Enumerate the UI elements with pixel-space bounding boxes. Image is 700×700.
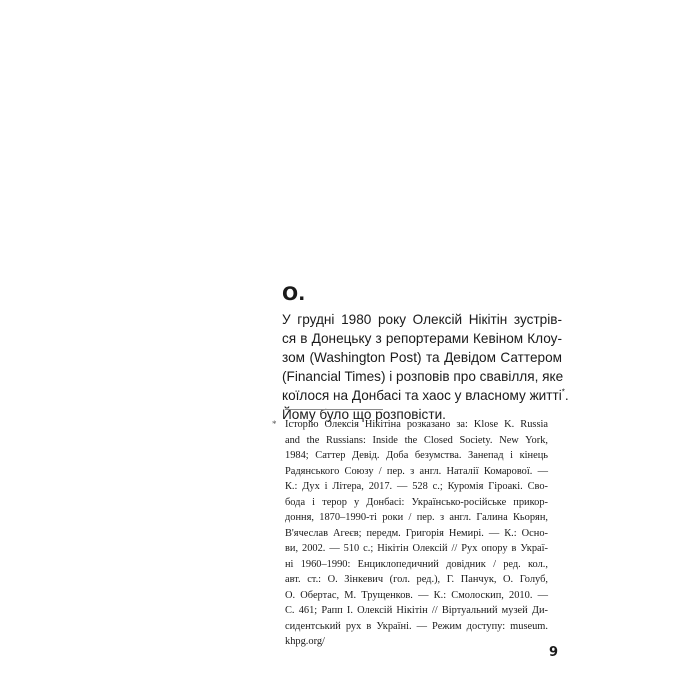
sentence-end: . (564, 388, 569, 403)
footnote-marker: * (272, 419, 277, 429)
footnote-line[interactable]: khpg.org/ (285, 636, 325, 647)
body-line (282, 386, 569, 405)
footnote-line: доння, 1870–1990-ті роки / пер. з англ. Галина Кьорян, (285, 512, 548, 523)
body-line: ся в Донецьку з репортерами Кевіном Клоу- (282, 331, 562, 346)
footnote-line: 1984; Саттер Девід. Доба безумства. Занепад і кінець (285, 450, 548, 461)
body-line-text: коїлося на Донбасі та хаос у власному житті (282, 388, 562, 403)
footnote-line: ви, 2002. — 510 с.; Нікітін Олексій // Рух опору в Украї- (285, 543, 548, 554)
body-line: (Financial Times) і розповів про свавілля, яке (282, 369, 564, 384)
footnote-line: and the Russians: Inside the Closed Society. New York, (285, 434, 548, 446)
footnote-line: О. Обертас, М. Трущенков. — К.: Смолоскип, 2010. — (285, 589, 548, 601)
footnote-reference[interactable]: * (561, 387, 565, 397)
footnote-line: К.: Дух і Літера, 2017. — 528 с.; Куромія Гіроакі. Сво- (285, 481, 548, 492)
footnote-line: С. 461; Рапп І. Олексій Нікітін // Віртуальний музей Ди- (285, 605, 548, 616)
footnote-line: сидентський рух в Україні. — Режим доступу: museum. (285, 620, 548, 632)
footnote-text (285, 417, 548, 650)
section-heading: О. (282, 283, 306, 305)
footnote-line: Радянського Союзу / пер. з англ. Наталії Комарової. — (285, 465, 548, 477)
body-line: Йому було що розповісти. (282, 407, 446, 422)
footnote-line: ні 1960–1990: Енциклопедичний довідник / ред. кол., (285, 558, 548, 570)
body-paragraph (282, 310, 569, 424)
footnote-divider (285, 409, 383, 410)
footnote-line: бода і терор у Донбасі: Українсько-російське прикор- (285, 496, 548, 508)
footnote-line: В'ячеслав Агеєв; передм. Григорія Немирі. — К.: Осно- (285, 527, 548, 539)
footnote-line: авт. ст.: О. Зінкевич (гол. ред.), Г. Панчук, О. Голуб, (285, 574, 548, 585)
body-line: зом (Washington Post) та Девідом Саттером (282, 350, 562, 365)
body-line: У грудні 1980 року Олексій Нікітін зустрів- (282, 312, 562, 327)
footnote-line: Історію Олексія Нікітіна розказано за: Klose K. Russia (285, 419, 548, 430)
page-number: 9 (548, 645, 558, 660)
